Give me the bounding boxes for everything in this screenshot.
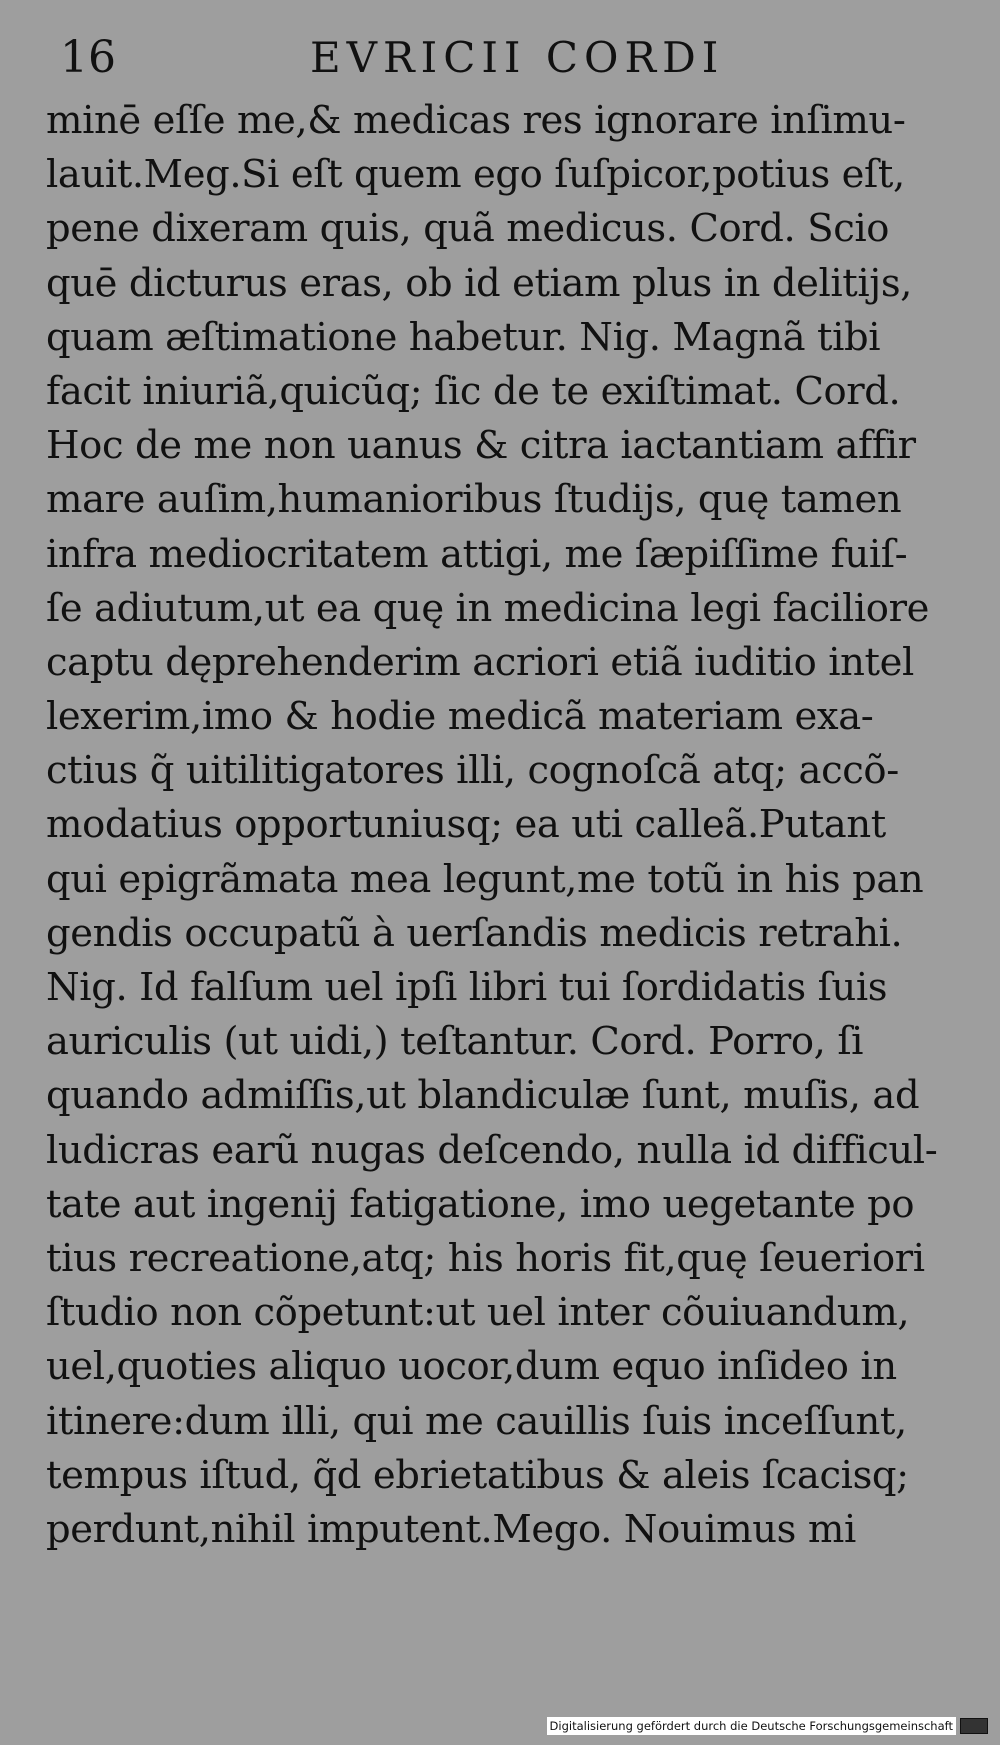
text-line: modatius opportuniusq; ea uti calleã.Putant [46, 802, 886, 848]
text-line: uel,quoties aliquo uocor,dum equo inſideo in [46, 1344, 897, 1390]
text-line: ludicras earũ nugas deſcendo, nulla id difficul- [46, 1127, 938, 1173]
text-line: facit iniuriã,quicũq; ſic de te exiſtimat. Cord. [46, 368, 901, 414]
text-line: Hoc de me non uanus & citra iactantiam affir [46, 423, 916, 469]
text-line: tate aut ingenij fatigatione, imo uegetante po [46, 1181, 915, 1227]
text-line: captu dęprehenderim acriori etiã iuditio intel [46, 639, 914, 685]
text-line: quē dicturus eras, ob id etiam plus in delitijs, [46, 260, 913, 306]
text-line: lexerim,imo & hodie medicã materiam exa- [46, 694, 874, 740]
text-line: gendis occupatũ à uerſandis medicis retrahi. [46, 910, 903, 956]
running-head: EVRICII CORDI [310, 33, 725, 82]
text-line: perdunt,nihil imputent.Mego. Nouimus mi [46, 1506, 856, 1552]
text-line: pene dixeram quis, quã medicus. Cord. Scio [46, 206, 890, 252]
text-line: auriculis (ut uidi,) teſtantur. Cord. Porro, ſi [46, 1019, 864, 1065]
body-text [46, 94, 966, 1557]
dfg-logo-icon [960, 1718, 988, 1734]
text-line: mare auſim,humanioribus ſtudijs, quę tamen [46, 477, 902, 523]
text-line: ſe adiutum,ut ea quę in medicina legi faciliore [46, 585, 929, 631]
text-line: quando admiſſis,ut blandiculæ ſunt, muſis, ad [46, 1073, 920, 1119]
page-number: 16 [60, 32, 116, 83]
text-line: ctius q̃ uitilitigatores illi, cognoſcã atq; accõ- [46, 748, 899, 794]
text-line: qui epigrãmata mea legunt,me totũ in his pan [46, 856, 924, 902]
text-line: itinere:dum illi, qui me cauillis ſuis inceſſunt, [46, 1398, 907, 1444]
text-line: ſtudio non cõpetunt:ut uel inter cõuiuandum, [46, 1290, 910, 1336]
text-line: Nig. Id falſum uel ipſi libri tui ſordidatis ſuis [46, 965, 888, 1010]
page-header [60, 30, 940, 86]
funding-note: Digitalisierung gefördert durch die Deutsche Forschungsgemeinschaft [547, 1717, 956, 1735]
text-line: infra mediocritatem attigi, me ſæpiſſime fuiſ- [46, 531, 908, 577]
text-line: quam æſtimatione habetur. Nig. Magnã tibi [46, 314, 881, 360]
digitization-footer [547, 1715, 988, 1737]
text-line: tius recreatione,atq; his horis fit,quę ſeueriori [46, 1235, 925, 1281]
text-line: minē eſſe me,& medicas res ignorare inſimu- [46, 98, 906, 143]
text-line: lauit.Meg.Si eſt quem ego ſuſpicor,potius eſt, [46, 152, 905, 198]
text-line: tempus iſtud, q̃d ebrietatibus & aleis ſcacisq; [46, 1452, 909, 1498]
